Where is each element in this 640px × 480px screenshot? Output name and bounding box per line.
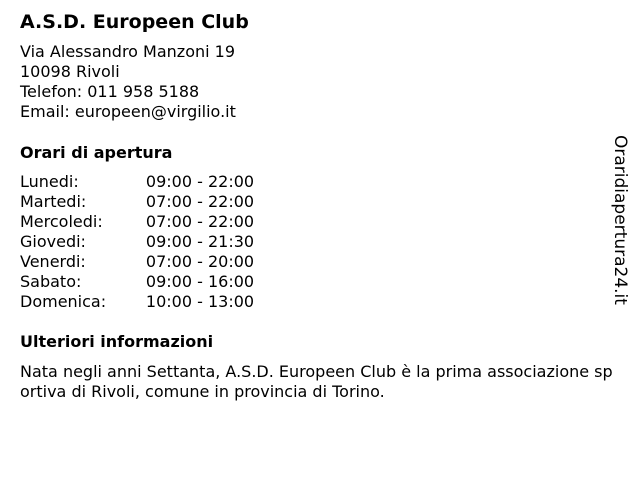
hours-day: Mercoledi: bbox=[20, 212, 103, 231]
hours-day: Giovedi: bbox=[20, 232, 86, 251]
hours-row bbox=[20, 172, 262, 192]
hours-day: Venerdi: bbox=[20, 252, 86, 271]
additional-info-title: Ulteriori informazioni bbox=[20, 332, 214, 351]
business-name: A.S.D. Europeen Club bbox=[20, 11, 249, 33]
opening-hours-title: Orari di apertura bbox=[20, 143, 173, 162]
hours-time: 09:00 - 22:00 bbox=[145, 172, 255, 191]
hours-row bbox=[20, 212, 262, 232]
address-block bbox=[20, 42, 620, 122]
hours-day: Sabato: bbox=[20, 272, 82, 291]
hours-row bbox=[20, 252, 262, 272]
hours-time: 09:00 - 16:00 bbox=[145, 272, 255, 291]
hours-row bbox=[20, 292, 262, 312]
opening-hours-table bbox=[20, 172, 262, 312]
hours-time: 07:00 - 20:00 bbox=[145, 252, 255, 271]
hours-day: Martedi: bbox=[20, 192, 87, 211]
phone-number: Telefon: 011 958 5188 bbox=[20, 82, 200, 101]
additional-info-text: Nata negli anni Settanta, A.S.D. Europeen Club è la prima associazione sportiva di Rivoli, comune in provincia di Torino. bbox=[20, 362, 613, 401]
street-address: Via Alessandro Manzoni 19 bbox=[20, 42, 236, 61]
hours-row bbox=[20, 192, 262, 212]
business-card bbox=[20, 10, 620, 402]
hours-time: 07:00 - 22:00 bbox=[145, 192, 255, 211]
email-address: Email: europeen@virgilio.it bbox=[20, 102, 236, 121]
hours-day: Domenica: bbox=[20, 292, 107, 311]
hours-time: 07:00 - 22:00 bbox=[145, 212, 255, 231]
hours-day: Lunedi: bbox=[20, 172, 79, 191]
hours-time: 10:00 - 13:00 bbox=[145, 292, 255, 311]
hours-time: 09:00 - 21:30 bbox=[145, 232, 255, 251]
postal-city: 10098 Rivoli bbox=[20, 62, 120, 81]
hours-row bbox=[20, 232, 262, 252]
hours-row bbox=[20, 272, 262, 292]
site-watermark: Oraridiapertura24.it bbox=[610, 135, 630, 305]
